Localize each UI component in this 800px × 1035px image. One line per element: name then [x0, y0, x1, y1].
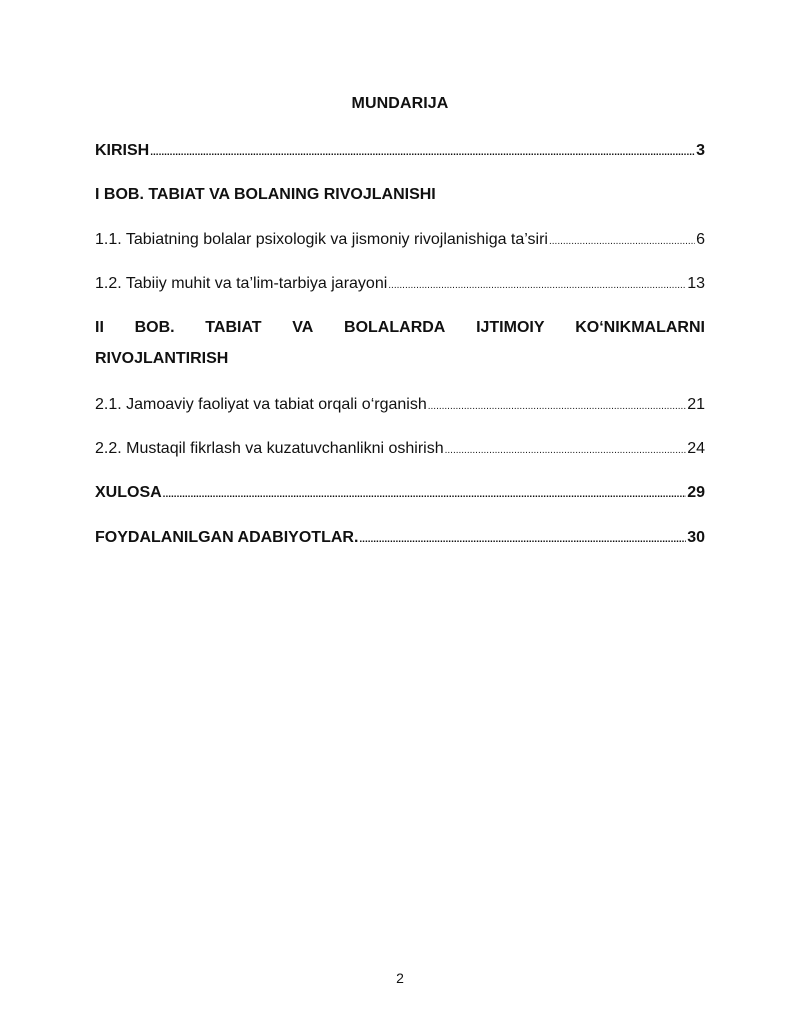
heading-word: IJTIMOIY	[476, 319, 545, 336]
toc-entry-page: 3	[696, 142, 705, 159]
page-number: 2	[396, 970, 404, 986]
toc-entry-label: KIRISH	[95, 142, 150, 159]
toc-entry-label: 1.1. Tabiatning bolalar psixologik va jismoniy rivojlanishiga ta’siri	[95, 231, 548, 248]
toc-entry-1-1[interactable]	[95, 230, 705, 252]
toc-entry-page: 29	[687, 484, 705, 501]
heading-word: BOB.	[134, 319, 175, 336]
toc-entry-page: 6	[696, 231, 705, 248]
toc-entry-label: FOYDALANILGAN ADABIYOTLAR.	[95, 529, 359, 546]
dot-leader	[549, 232, 695, 252]
toc-entry-1-2[interactable]	[95, 274, 705, 296]
heading-word: BOLALARDA	[344, 319, 446, 336]
toc-entry-label: 2.1. Jamoaviy faoliyat va tabiat orqali o‘rganish	[95, 396, 427, 413]
dot-leader	[163, 485, 687, 505]
toc-entry-page: 30	[687, 529, 705, 546]
dot-leader	[428, 397, 686, 417]
toc-entry-label: 2.2. Mustaqil fikrlash va kuzatuvchanlikni oshirish	[95, 440, 444, 457]
toc-entry-references[interactable]	[95, 528, 705, 550]
toc-entry-label: XULOSA	[95, 484, 162, 501]
toc-entry-intro[interactable]	[95, 141, 705, 163]
toc-entry-page: 13	[687, 275, 705, 292]
toc-entry-page: 21	[687, 396, 705, 413]
toc-entry-2-1[interactable]	[95, 395, 705, 417]
dot-leader	[445, 441, 687, 461]
heading-word: TABIAT	[205, 319, 262, 336]
dot-leader	[150, 143, 695, 163]
heading-word: KO‘NIKMALARNI	[575, 319, 705, 336]
toc-chapter-2-heading-line2[interactable]: RIVOJLANTIRISH	[95, 350, 229, 367]
toc-entry-2-2[interactable]	[95, 439, 705, 461]
dot-leader	[388, 276, 686, 296]
toc-chapter-1-heading[interactable]: I BOB. TABIAT VA BOLANING RIVOJLANISHI	[95, 186, 436, 203]
heading-word: II	[95, 319, 104, 336]
toc-entry-page: 24	[687, 440, 705, 457]
toc-entry-conclusion[interactable]	[95, 483, 705, 505]
heading-word: VA	[292, 319, 314, 336]
toc-chapter-2-heading[interactable]	[95, 318, 705, 338]
toc-title: MUNDARIJA	[351, 95, 449, 112]
dot-leader	[359, 530, 686, 550]
toc-entry-label: 1.2. Tabiiy muhit va ta’lim-tarbiya jarayoni	[95, 275, 388, 292]
